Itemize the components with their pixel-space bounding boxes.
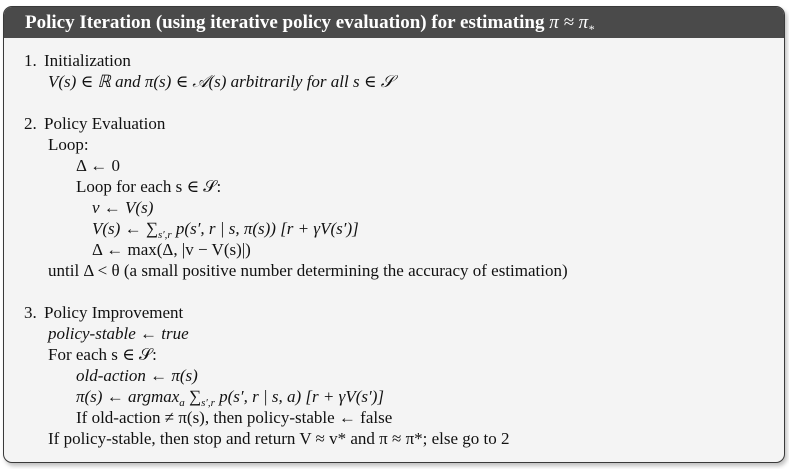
policy-stable-init: policy-stable ← true bbox=[48, 324, 189, 343]
loop-label: Loop: bbox=[48, 135, 89, 154]
section-improvement-heading: 3. Policy Improvement bbox=[24, 303, 184, 322]
until-line: until Δ < θ (a small positive number determining the accuracy of estimation) bbox=[48, 261, 568, 280]
title-text: Policy Iteration (using iterative policy evaluation) for estimating bbox=[25, 12, 545, 33]
for-each-state: For each s ∈ 𝒮: bbox=[48, 345, 157, 364]
if-old-action-line: If old-action ≠ π(s), then policy-stable ← false bbox=[76, 408, 393, 427]
title-math: $\pi \approx \pi_*$ bbox=[549, 12, 595, 36]
v-assign: v ← V(s) bbox=[92, 198, 154, 217]
algorithm-title bbox=[25, 12, 594, 37]
delta-update: Δ ← max(Δ, |v − V(s)|) bbox=[92, 240, 251, 259]
section-initialization-heading: 1. Initialization bbox=[24, 51, 131, 70]
old-action-assign: old-action ← π(s) bbox=[76, 366, 198, 385]
final-line: If policy-stable, then stop and return V ≈ v* and π ≈ π*; else go to 2 bbox=[48, 429, 510, 448]
loop-each-state: Loop for each s ∈ 𝒮: bbox=[76, 177, 222, 196]
title-bar bbox=[4, 7, 784, 38]
initialization-line: V(s) ∈ ℝ and π(s) ∈ 𝒜(s) arbitrarily for all s ∈ 𝒮 bbox=[48, 72, 394, 91]
algorithm-box bbox=[3, 6, 785, 463]
delta-init: Δ ← 0 bbox=[76, 156, 120, 175]
section-evaluation-heading: 2. Policy Evaluation bbox=[24, 114, 166, 133]
value-update: V(s) ← $\sum_{s',r}$ p(s′, r | s, π(s)) [r + γV(s′)] bbox=[92, 219, 359, 241]
policy-update: π(s) ← argmax$_a$ $\sum_{s',r}$ p(s′, r | s, a) [r + γV(s′)] bbox=[76, 387, 384, 409]
